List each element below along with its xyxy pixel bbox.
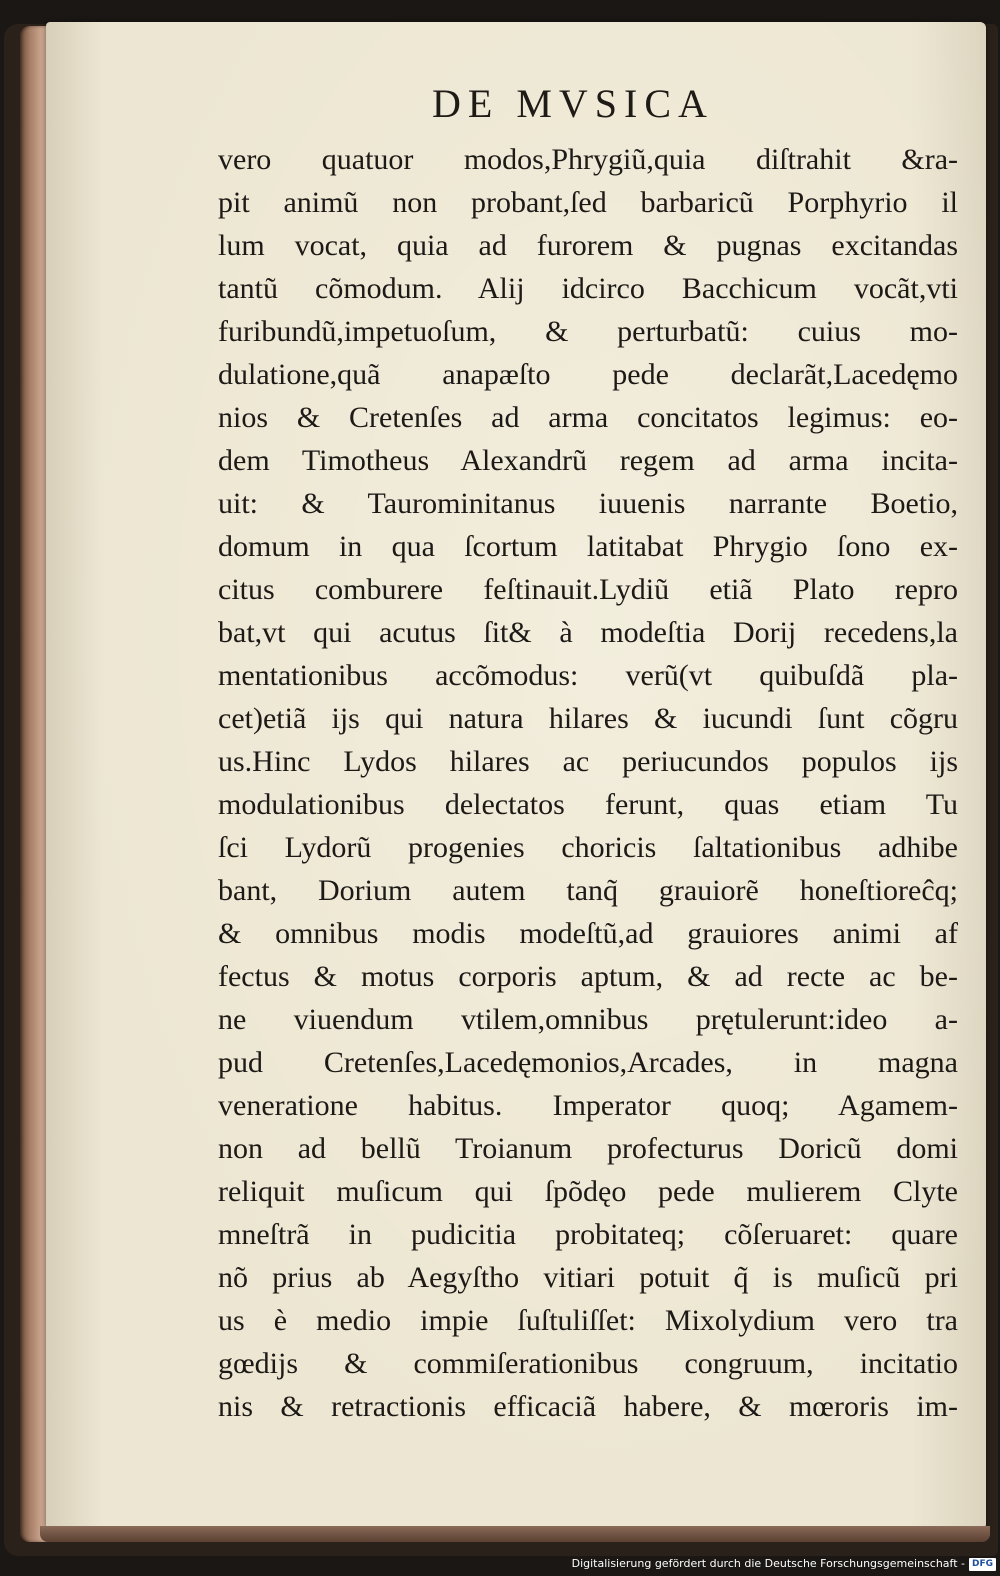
text-line: reliquit muſicum qui ſpõdęo pede mulierem Clyte: [218, 1175, 958, 1208]
text-line: fectus & motus corporis aptum, & ad recte ac be-: [218, 960, 958, 993]
text-line: lum vocat, quia ad furorem & pugnas excitandas: [218, 229, 958, 262]
text-line: us.Hinc Lydos hilares ac periucundos populos ijs: [218, 745, 958, 778]
text-line: cet)etiã ijs qui natura hilares & iucundi ſunt cõgru: [218, 702, 958, 735]
book-bottom-edge: [40, 1526, 990, 1542]
digitization-credit: [572, 1556, 996, 1572]
text-line: gœdijs & commiſerationibus congruum, incitatio: [218, 1347, 958, 1380]
text-line: nios & Cretenſes ad arma concitatos legimus: eo-: [218, 401, 958, 434]
text-line: uit: & Taurominitanus iuuenis narrante Boetio,: [218, 487, 958, 520]
running-head: DE MVSICA: [432, 81, 714, 126]
text-line: mentationibus accõmodus: verũ(vt quibuſdã pla-: [218, 659, 958, 692]
text-line: nis & retractionis efficaciã habere, & mœroris im-: [218, 1390, 958, 1423]
text-line: vero quatuor modos,Phrygiũ,quia diſtrahit &ra-: [218, 143, 958, 176]
text-line: ſci Lydorũ progenies choricis ſaltationibus adhibe: [218, 831, 958, 864]
text-line: veneratione habitus. Imperator quoq; Agamem-: [218, 1089, 958, 1122]
text-line: tantũ cõmodum. Alij idcirco Bacchicum vocãt,vti: [218, 272, 958, 305]
text-line: domum in qua ſcortum latitabat Phrygio ſono ex-: [218, 530, 958, 563]
dfg-logo: DFG: [969, 1558, 996, 1571]
text-line: furibundũ,impetuoſum, & perturbatũ: cuius mo-: [218, 315, 958, 348]
text-line: ne viuendum vtilem,omnibus prętulerunt:ideo a-: [218, 1003, 958, 1036]
text-line: non ad bellũ Troianum profecturus Doricũ domi: [218, 1132, 958, 1165]
text-line: dulatione,quã anapæſto pede declarãt,Lacedęmo: [218, 358, 958, 391]
text-line: modulationibus delectatos ferunt, quas etiam Tu: [218, 788, 958, 821]
credit-text: Digitalisierung gefördert durch die Deutsche Forschungsgemeinschaft -: [571, 1557, 965, 1570]
text-line: nõ prius ab Aegyſtho vitiari potuit q̃ is muſicũ pri: [218, 1261, 958, 1294]
text-line: & omnibus modis modeſtũ,ad grauiores animi af: [218, 917, 958, 950]
text-line: bant, Dorium autem tanq̃ grauiorẽ honeſtioreĉq;: [218, 874, 958, 907]
text-line: us è medio impie ſuſtuliſſet: Mixolydium vero tra: [218, 1304, 958, 1337]
text-line: pit animũ non probant,ſed barbaricũ Porphyrio il: [218, 186, 958, 219]
text-line: bat,vt qui acutus ſit& à modeſtia Dorij recedens,la: [218, 616, 958, 649]
text-line: mneſtrã in pudicitia probitateq; cõſeruaret: quare: [218, 1218, 958, 1251]
text-line: citus comburere feſtinauit.Lydiũ etiã Plato repro: [218, 573, 958, 606]
text-line: pud Cretenſes,Lacedęmonios,Arcades, in magna: [218, 1046, 958, 1079]
text-block: [218, 138, 958, 1428]
text-line: dem Timotheus Alexandrũ regem ad arma incita-: [218, 444, 958, 477]
